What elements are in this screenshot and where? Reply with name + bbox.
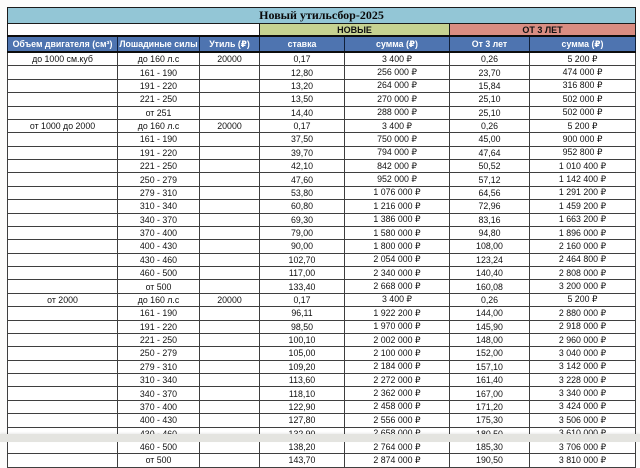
table-cell: 160,08	[450, 280, 530, 293]
table-cell	[8, 414, 118, 427]
table-cell: 3 142 000 ₽	[530, 360, 636, 373]
table-cell	[8, 133, 118, 146]
table-cell: 90,00	[260, 240, 345, 253]
table-cell: 0,26	[450, 119, 530, 132]
table-cell: 123,24	[450, 253, 530, 266]
table-cell: 0,17	[260, 119, 345, 132]
table-cell: 3 200 000 ₽	[530, 280, 636, 293]
table-cell: 175,30	[450, 414, 530, 427]
table-cell: 144,00	[450, 307, 530, 320]
table-cell: 270 000 ₽	[345, 93, 450, 106]
table-cell: 14,40	[260, 106, 345, 119]
table-cell	[200, 160, 260, 173]
group-header-blank	[8, 24, 260, 37]
table-cell: 3 040 000 ₽	[530, 347, 636, 360]
table-cell: 37,50	[260, 133, 345, 146]
table-cell: 1 386 000 ₽	[345, 213, 450, 226]
table-cell: 2 764 000 ₽	[345, 440, 450, 453]
table-cell: 340 - 370	[118, 213, 200, 226]
table-cell: 5 200 ₽	[530, 119, 636, 132]
table-cell: 750 000 ₽	[345, 133, 450, 146]
table-row	[8, 66, 636, 79]
group-header-row	[8, 24, 636, 37]
table-cell: от 2000	[8, 293, 118, 306]
table-cell: 98,50	[260, 320, 345, 333]
table-cell: 2 184 000 ₽	[345, 360, 450, 373]
table-cell: 2 054 000 ₽	[345, 253, 450, 266]
table-cell	[8, 280, 118, 293]
table-cell: 5 200 ₽	[530, 52, 636, 66]
table-cell: 105,00	[260, 347, 345, 360]
table-cell: 2 960 000 ₽	[530, 333, 636, 346]
column-header-sum-new: сумма (₽)	[345, 36, 450, 52]
table-cell	[8, 226, 118, 239]
table-cell: 102,70	[260, 253, 345, 266]
table-cell: 109,20	[260, 360, 345, 373]
table-cell: 1 922 200 ₽	[345, 307, 450, 320]
table-cell: 3 228 000 ₽	[530, 374, 636, 387]
table-cell: 79,00	[260, 226, 345, 239]
table-cell: 1 800 000 ₽	[345, 240, 450, 253]
table-row	[8, 347, 636, 360]
table-cell: 47,64	[450, 146, 530, 159]
table-cell: 370 - 400	[118, 400, 200, 413]
table-cell	[200, 454, 260, 467]
table-cell: 2 100 000 ₽	[345, 347, 450, 360]
table-row	[8, 280, 636, 293]
table-cell: 152,00	[450, 347, 530, 360]
table-cell: до 160 л.с	[118, 119, 200, 132]
table-cell: 316 800 ₽	[530, 79, 636, 92]
title-row	[8, 8, 636, 24]
table-cell	[8, 374, 118, 387]
table-cell: 0,26	[450, 52, 530, 66]
table-cell	[8, 240, 118, 253]
table-cell: 2 808 000 ₽	[530, 267, 636, 280]
table-cell	[200, 307, 260, 320]
table-cell: 140,40	[450, 267, 530, 280]
table-cell: 2 002 000 ₽	[345, 333, 450, 346]
table-row	[8, 213, 636, 226]
table-row	[8, 93, 636, 106]
table-cell: 96,11	[260, 307, 345, 320]
table-cell: 842 000 ₽	[345, 160, 450, 173]
group-header-new: НОВЫЕ	[260, 24, 450, 37]
table-cell: 1 291 200 ₽	[530, 186, 636, 199]
table-cell	[8, 66, 118, 79]
table-cell: 250 - 279	[118, 347, 200, 360]
table-cell: 502 000 ₽	[530, 93, 636, 106]
table-row	[8, 79, 636, 92]
table-cell	[200, 200, 260, 213]
table-cell: от 500	[118, 454, 200, 467]
table-cell	[200, 253, 260, 266]
page-title: Новый утильсбор-2025	[8, 8, 636, 24]
table-cell	[200, 374, 260, 387]
table-row	[8, 360, 636, 373]
table-cell	[8, 173, 118, 186]
table-cell: 2 160 000 ₽	[530, 240, 636, 253]
table-cell: 1 580 000 ₽	[345, 226, 450, 239]
table-cell	[8, 400, 118, 413]
table-row	[8, 293, 636, 306]
table-cell: 2 272 000 ₽	[345, 374, 450, 387]
table-cell	[200, 146, 260, 159]
table-cell: 13,50	[260, 93, 345, 106]
table-cell: 190,50	[450, 454, 530, 467]
table-row	[8, 240, 636, 253]
table-row	[8, 200, 636, 213]
table-cell	[200, 280, 260, 293]
table-row	[8, 440, 636, 453]
table-cell	[200, 320, 260, 333]
table-cell: 161 - 190	[118, 133, 200, 146]
table-cell: 20000	[200, 52, 260, 66]
table-cell: 1 663 200 ₽	[530, 213, 636, 226]
table-cell: 191 - 220	[118, 146, 200, 159]
table-cell: 460 - 500	[118, 440, 200, 453]
table-cell: 400 - 430	[118, 414, 200, 427]
table-cell	[200, 414, 260, 427]
table-cell	[8, 160, 118, 173]
table-cell: 69,30	[260, 213, 345, 226]
table-cell	[8, 79, 118, 92]
column-header-row	[8, 36, 636, 52]
table-cell: 340 - 370	[118, 387, 200, 400]
table-cell: 3 400 ₽	[345, 52, 450, 66]
table-cell: 148,00	[450, 333, 530, 346]
table-cell: 460 - 500	[118, 267, 200, 280]
table-cell	[200, 226, 260, 239]
table-cell: 1 459 200 ₽	[530, 200, 636, 213]
table-cell	[8, 307, 118, 320]
table-row	[8, 307, 636, 320]
table-cell: 474 000 ₽	[530, 66, 636, 79]
table-row	[8, 320, 636, 333]
table-cell	[8, 186, 118, 199]
table-cell: 15,84	[450, 79, 530, 92]
table-cell: 20000	[200, 119, 260, 132]
table-row	[8, 454, 636, 467]
table-cell: 72,96	[450, 200, 530, 213]
table-cell	[8, 200, 118, 213]
table-cell: 1 896 000 ₽	[530, 226, 636, 239]
table-cell: 0,17	[260, 52, 345, 66]
table-cell	[200, 133, 260, 146]
table-cell: 100,10	[260, 333, 345, 346]
table-cell: 5 200 ₽	[530, 293, 636, 306]
table-cell	[200, 173, 260, 186]
table-row	[8, 186, 636, 199]
table-cell: 127,80	[260, 414, 345, 427]
group-header-used: ОТ 3 ЛЕТ	[450, 24, 636, 37]
table-cell: 221 - 250	[118, 333, 200, 346]
table-cell: 145,90	[450, 320, 530, 333]
table-cell: 3 400 ₽	[345, 119, 450, 132]
table-cell: 191 - 220	[118, 79, 200, 92]
table-cell: до 160 л.с	[118, 52, 200, 66]
table-cell: 2 918 000 ₽	[530, 320, 636, 333]
table-cell: 370 - 400	[118, 226, 200, 239]
table-row	[8, 400, 636, 413]
table-cell: 12,80	[260, 66, 345, 79]
table-cell	[8, 253, 118, 266]
table-cell: 3 706 000 ₽	[530, 440, 636, 453]
table-cell	[8, 320, 118, 333]
table-cell: 3 424 000 ₽	[530, 400, 636, 413]
table-cell: 256 000 ₽	[345, 66, 450, 79]
table-cell: 25,10	[450, 93, 530, 106]
table-cell: 13,20	[260, 79, 345, 92]
table-body	[8, 52, 636, 467]
table-cell: 279 - 310	[118, 186, 200, 199]
table-row	[8, 133, 636, 146]
table-cell: 2 556 000 ₽	[345, 414, 450, 427]
table-cell: 108,00	[450, 240, 530, 253]
table-cell: 161 - 190	[118, 66, 200, 79]
table-row	[8, 52, 636, 66]
table-cell: 952 000 ₽	[345, 173, 450, 186]
table-cell	[200, 186, 260, 199]
table-cell: 161 - 190	[118, 307, 200, 320]
table-cell	[8, 454, 118, 467]
table-cell: от 251	[118, 106, 200, 119]
column-header-rate-new: ставка	[260, 36, 345, 52]
table-cell: 113,60	[260, 374, 345, 387]
table-cell: 264 000 ₽	[345, 79, 450, 92]
table-cell: 1 970 000 ₽	[345, 320, 450, 333]
table-cell	[8, 93, 118, 106]
table-cell: 83,16	[450, 213, 530, 226]
table-cell: 53,80	[260, 186, 345, 199]
table-cell	[200, 267, 260, 280]
table-cell: 42,10	[260, 160, 345, 173]
table-cell: 94,80	[450, 226, 530, 239]
table-cell: 23,70	[450, 66, 530, 79]
table-cell	[200, 333, 260, 346]
table-cell: 64,56	[450, 186, 530, 199]
table-cell	[200, 79, 260, 92]
table-row	[8, 374, 636, 387]
table-cell	[8, 146, 118, 159]
table-cell: 794 000 ₽	[345, 146, 450, 159]
table-cell: 900 000 ₽	[530, 133, 636, 146]
table-cell	[8, 267, 118, 280]
table-cell: 2 458 000 ₽	[345, 400, 450, 413]
table-cell	[200, 347, 260, 360]
column-header-sum-used: сумма (₽)	[530, 36, 636, 52]
table-cell: 430 - 460	[118, 253, 200, 266]
table-cell: 117,00	[260, 267, 345, 280]
table-cell	[200, 93, 260, 106]
table-cell: 47,60	[260, 173, 345, 186]
table-cell	[8, 360, 118, 373]
table-cell: 143,70	[260, 454, 345, 467]
table-cell	[8, 440, 118, 453]
table-cell: до 1000 см.куб	[8, 52, 118, 66]
table-cell: 185,30	[450, 440, 530, 453]
table-cell	[200, 387, 260, 400]
table-cell: 3 810 000 ₽	[530, 454, 636, 467]
table-cell: 57,12	[450, 173, 530, 186]
table-cell	[200, 440, 260, 453]
table-cell: 133,40	[260, 280, 345, 293]
table-cell	[200, 360, 260, 373]
column-header-util-fee: Утиль (₽)	[200, 36, 260, 52]
table-cell: 2 668 000 ₽	[345, 280, 450, 293]
table-row	[8, 173, 636, 186]
table-cell: 3 506 000 ₽	[530, 414, 636, 427]
table-cell: 157,10	[450, 360, 530, 373]
table-cell: от 500	[118, 280, 200, 293]
util-fee-table	[7, 7, 636, 468]
table-cell: 2 464 800 ₽	[530, 253, 636, 266]
table-cell: 279 - 310	[118, 360, 200, 373]
table-cell: 161,40	[450, 374, 530, 387]
table-row	[8, 226, 636, 239]
table-row	[8, 267, 636, 280]
table-cell	[200, 106, 260, 119]
table-cell: 2 340 000 ₽	[345, 267, 450, 280]
table-cell	[200, 240, 260, 253]
table-cell: 122,90	[260, 400, 345, 413]
table-cell: 167,00	[450, 387, 530, 400]
table-cell: 191 - 220	[118, 320, 200, 333]
table-cell	[200, 400, 260, 413]
table-cell	[8, 387, 118, 400]
column-header-horsepower: Лошадиные силы	[118, 36, 200, 52]
table-cell	[8, 106, 118, 119]
table-cell	[8, 347, 118, 360]
table-cell: 221 - 250	[118, 93, 200, 106]
table-row	[8, 253, 636, 266]
table-cell: 2 880 000 ₽	[530, 307, 636, 320]
table-cell: 1 010 400 ₽	[530, 160, 636, 173]
table-cell: 118,10	[260, 387, 345, 400]
table-cell: 310 - 340	[118, 374, 200, 387]
table-cell: 45,00	[450, 133, 530, 146]
table-cell	[8, 213, 118, 226]
table-row	[8, 106, 636, 119]
table-cell: 50,52	[450, 160, 530, 173]
table-row	[8, 119, 636, 132]
table-cell: 1 142 400 ₽	[530, 173, 636, 186]
table-cell: 0,17	[260, 293, 345, 306]
table-cell: от 1000 до 2000	[8, 119, 118, 132]
table-cell: 1 216 000 ₽	[345, 200, 450, 213]
table-cell: 25,10	[450, 106, 530, 119]
table-row	[8, 146, 636, 159]
table-cell: 39,70	[260, 146, 345, 159]
table-cell: 221 - 250	[118, 160, 200, 173]
table-cell: 1 076 000 ₽	[345, 186, 450, 199]
table-cell: 0,26	[450, 293, 530, 306]
table-cell: 952 800 ₽	[530, 146, 636, 159]
table-row	[8, 333, 636, 346]
column-header-engine-volume: Объем двигателя (см³)	[8, 36, 118, 52]
table-cell: 3 340 000 ₽	[530, 387, 636, 400]
table-row	[8, 387, 636, 400]
table-cell: 502 000 ₽	[530, 106, 636, 119]
table-cell: 310 - 340	[118, 200, 200, 213]
table-cell: 250 - 279	[118, 173, 200, 186]
table-cell: 400 - 430	[118, 240, 200, 253]
column-header-rate-used: От 3 лет	[450, 36, 530, 52]
table-cell	[200, 66, 260, 79]
table-cell: 2 874 000 ₽	[345, 454, 450, 467]
table-row	[8, 414, 636, 427]
table-cell: 171,20	[450, 400, 530, 413]
table-row	[8, 160, 636, 173]
table-cell: 288 000 ₽	[345, 106, 450, 119]
table-cell: 3 400 ₽	[345, 293, 450, 306]
page-bottom-strip	[0, 434, 640, 442]
table-cell: 20000	[200, 293, 260, 306]
table-cell: до 160 л.с	[118, 293, 200, 306]
table-cell	[200, 213, 260, 226]
table-cell: 138,20	[260, 440, 345, 453]
table-cell	[8, 333, 118, 346]
table-cell: 60,80	[260, 200, 345, 213]
table-cell: 2 362 000 ₽	[345, 387, 450, 400]
